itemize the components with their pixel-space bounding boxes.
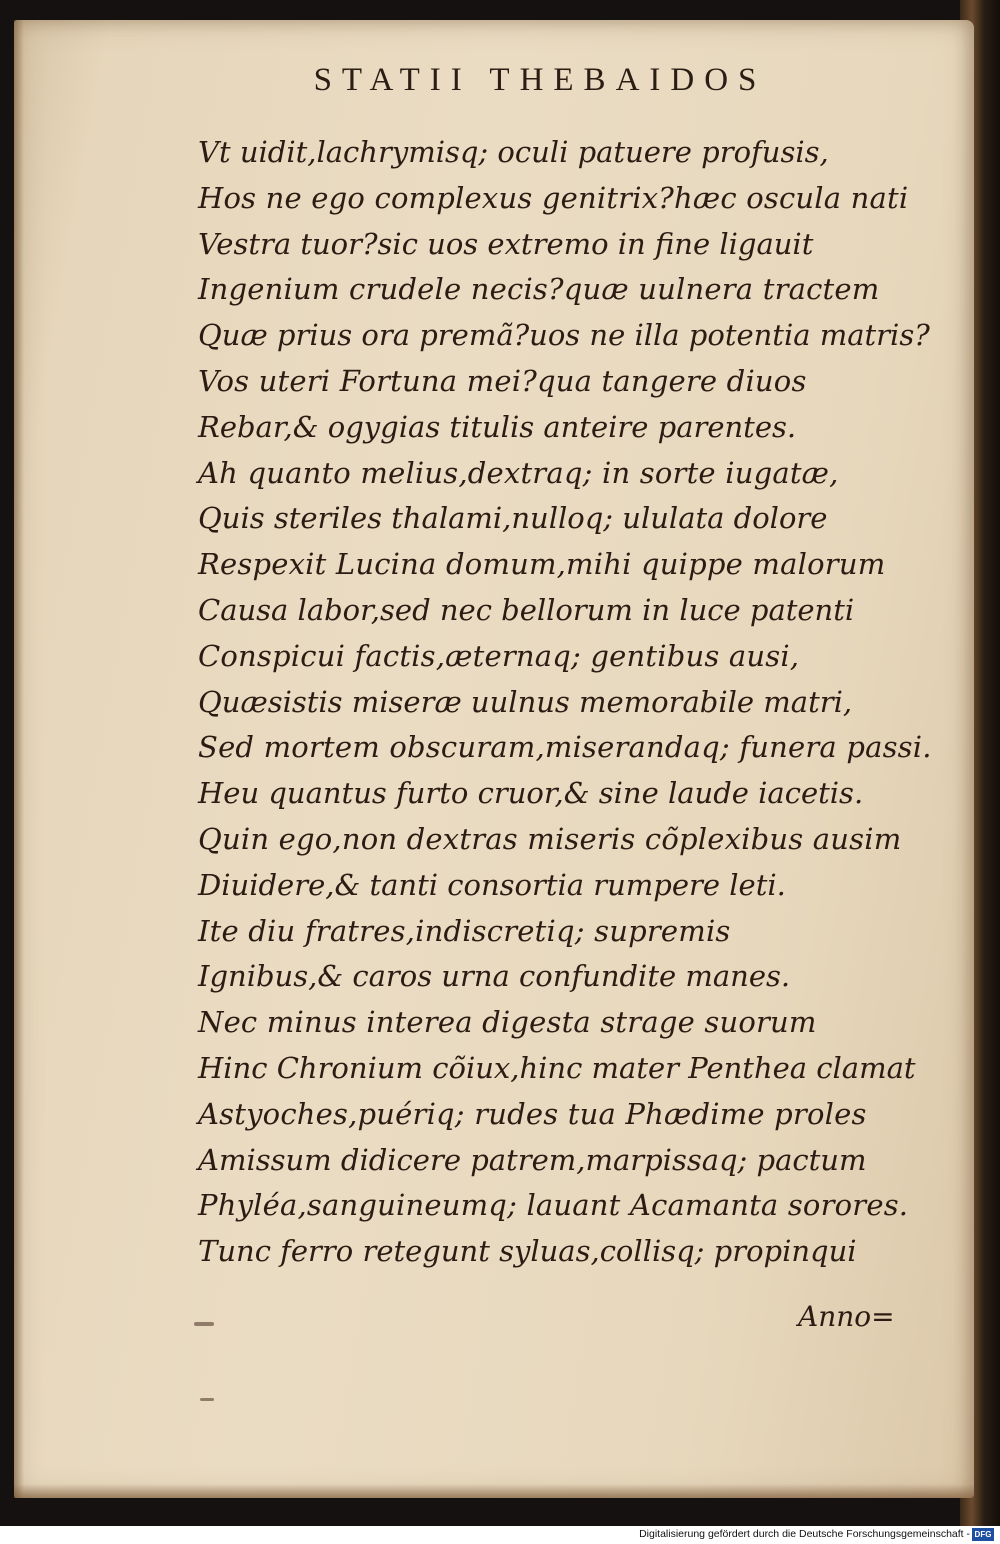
catchword: Anno= <box>798 1300 895 1333</box>
ink-speck <box>194 1322 214 1326</box>
verse-line: Amissum didicere patrem,marpissaq; pactum <box>198 1142 867 1177</box>
verse-line: Tunc ferro retegunt syluas,collisq; propinqui <box>198 1234 857 1269</box>
verse-line: Hos ne ego complexus genitrix?hæc oscula nati <box>198 180 909 215</box>
verse-line: Astyoches,puériq; rudes tua Phædime proles <box>198 1096 867 1131</box>
verse-block <box>198 130 932 1275</box>
verse-line: Vt uidit,lachrymisq; oculi patuere profusis, <box>198 135 829 169</box>
verse-line: Heu quantus furto cruor,& sine laude iacetis. <box>198 776 864 811</box>
verse-line: Sed mortem obscuram,miserandaq; funera passi. <box>198 730 932 765</box>
verse-line: Quæ prius ora premã?uos ne illa potentia matris? <box>198 318 930 353</box>
verse-line: Ingenium crudele necis?quæ uulnera tractem <box>198 272 880 307</box>
verse-line: Rebar,& ogygias titulis anteire parentes. <box>198 409 797 444</box>
verse-line: Causa labor,sed nec bellorum in luce patenti <box>198 592 855 627</box>
funding-credit: Digitalisierung gefördert durch die Deutsche Forschungsgemeinschaft - <box>639 1528 970 1540</box>
verse-line: Vos uteri Fortuna mei?qua tangere diuos <box>198 363 807 398</box>
verse-line: Phyléa,sanguineumq; lauant Acamanta sorores. <box>198 1188 909 1223</box>
verse-line: Ite diu fratres,indiscretiq; supremis <box>198 913 731 948</box>
page-bottom-shadow <box>14 1484 974 1498</box>
verse-line: Quæsistis miseræ uulnus memorabile matri, <box>198 684 853 719</box>
verse-line: Ah quanto melius,dextraq; in sorte iugatæ, <box>198 455 839 490</box>
ink-speck <box>200 1398 214 1401</box>
verse-line: Ignibus,& caros urna confundite manes. <box>198 959 791 994</box>
running-head: STATII THEBAIDOS <box>313 62 767 98</box>
verse-line: Nec minus interea digesta strage suorum <box>198 1005 817 1040</box>
verse-line: Hinc Chronium cõiux,hinc mater Penthea clamat <box>198 1050 916 1085</box>
verse-line: Respexit Lucina domum,mihi quippe malorum <box>198 547 886 582</box>
verse-line: Quis steriles thalami,nulloq; ululata dolore <box>198 501 828 536</box>
verse-line: Vestra tuor?sic uos extremo in fine ligauit <box>198 226 814 261</box>
verse-line: Conspicui factis,æternaq; gentibus ausi, <box>198 638 800 673</box>
verse-line: Diuidere,& tanti consortia rumpere leti. <box>198 867 786 902</box>
dfg-logo-icon[interactable]: DFG <box>972 1528 994 1541</box>
verse-line: Quin ego,non dextras miseris cõplexibus ausim <box>198 821 902 856</box>
page-gutter-shadow <box>14 20 24 1498</box>
